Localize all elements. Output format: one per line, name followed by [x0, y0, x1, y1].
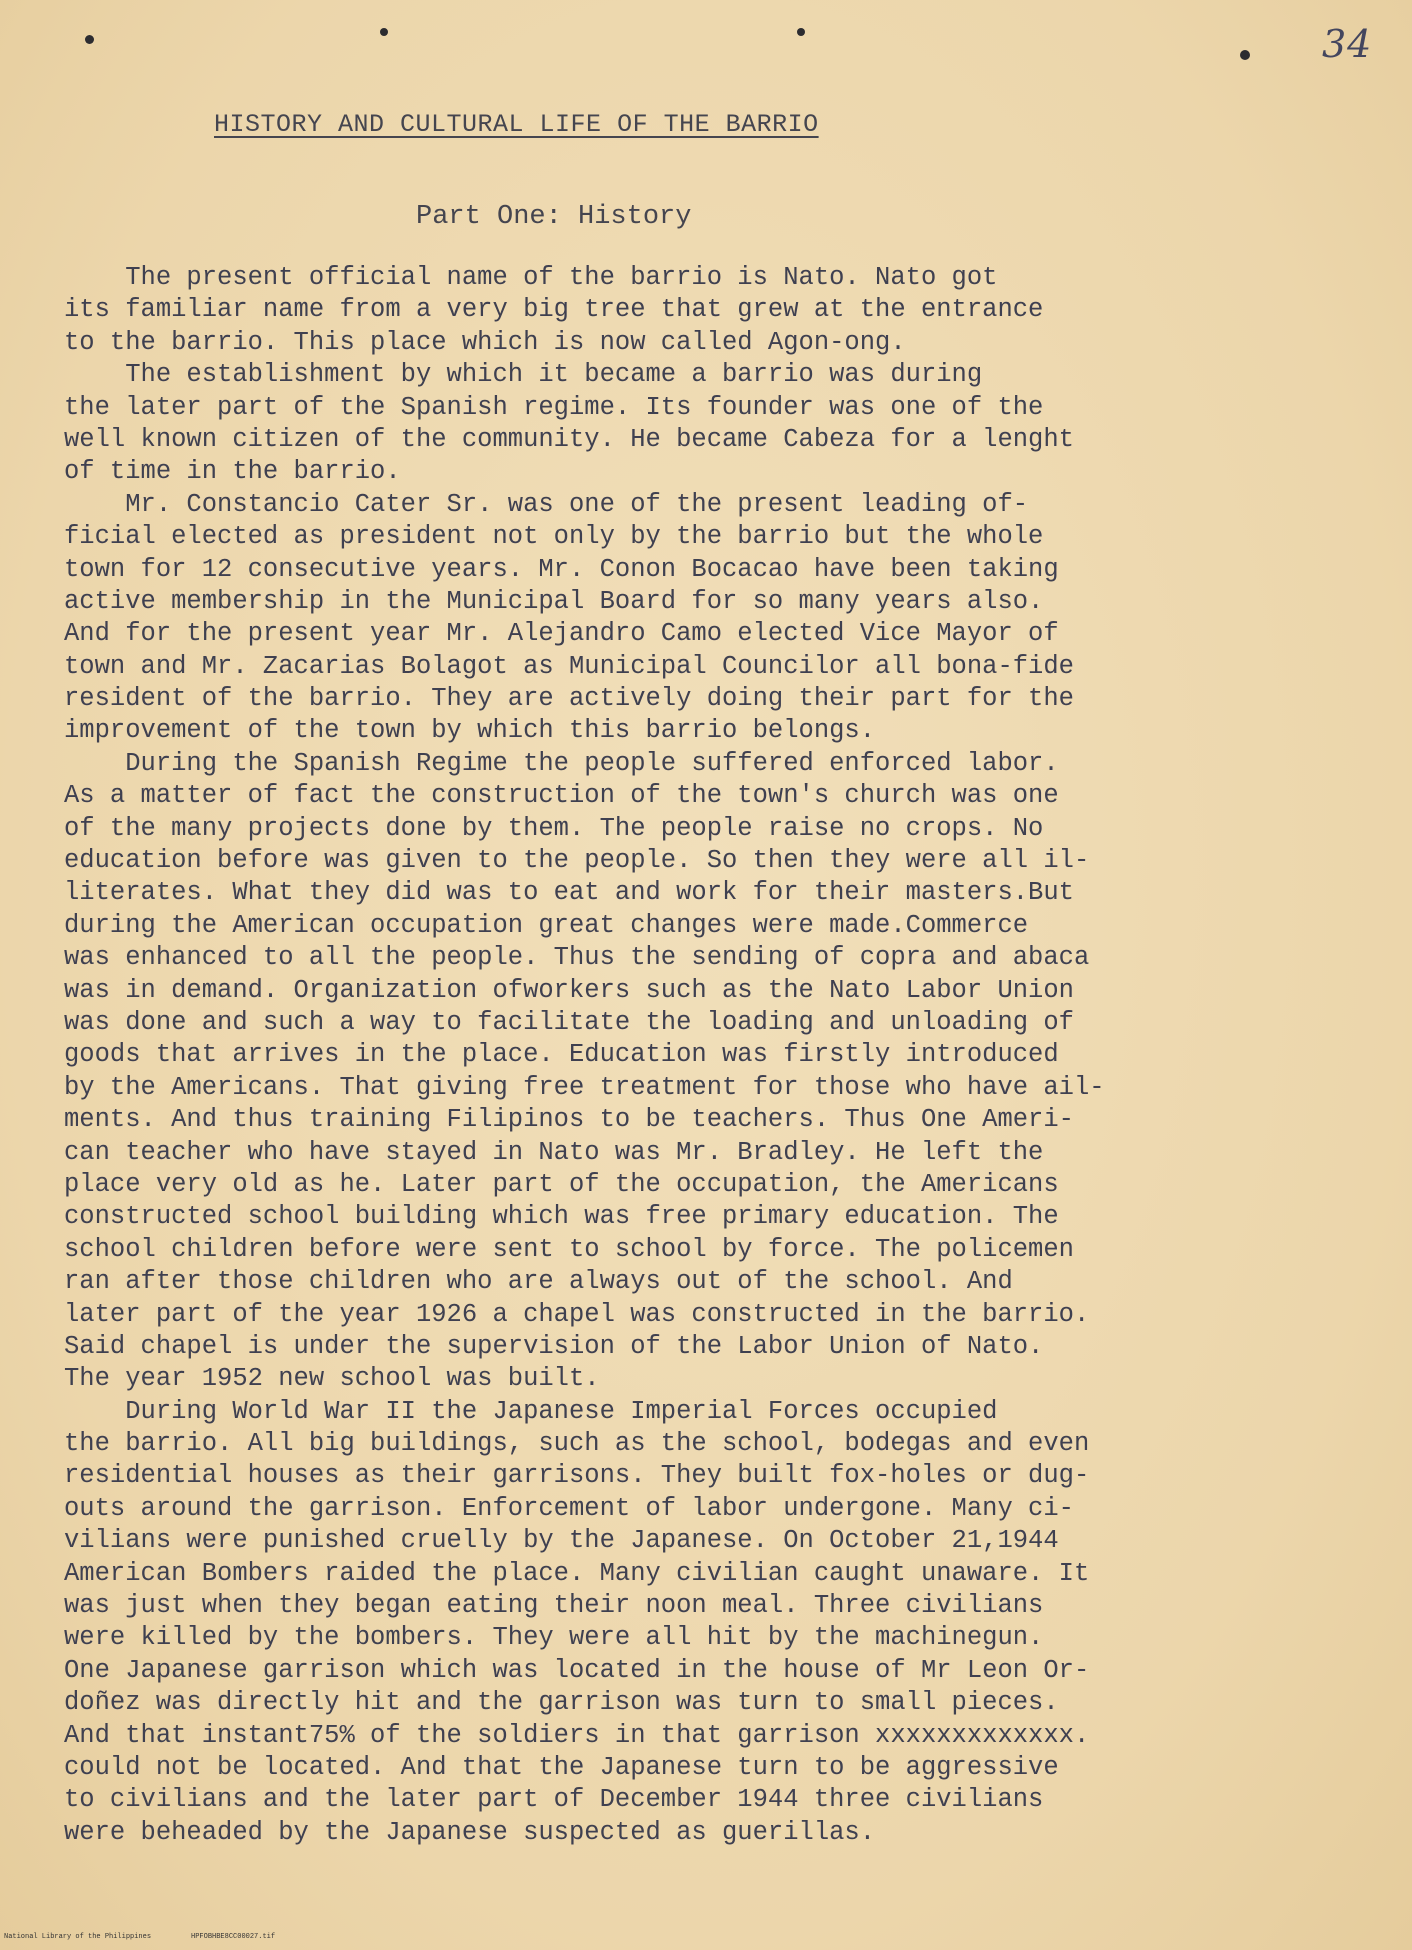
section-subtitle: Part One: History [416, 202, 692, 232]
text-line: As a matter of fact the construction of the town's church was one [64, 781, 1059, 811]
text-line: resident of the barrio. They are actively doing their part for the [64, 684, 1074, 714]
text-line: And that instant75% of the soldiers in that garrison xxxxxxxxxxxxx. [64, 1720, 1090, 1750]
text-line: goods that arrives in the place. Education was firstly introduced [64, 1040, 1059, 1070]
text-line: education before was given to the people. So then they were all il- [64, 846, 1090, 876]
text-line: During the Spanish Regime the people suffered enforced labor. [64, 748, 1059, 778]
punch-dot [797, 28, 805, 36]
text-line: The year 1952 new school was built. [64, 1364, 600, 1394]
punch-dot [85, 35, 94, 44]
text-line: its familiar name from a very big tree that grew at the entrance [64, 295, 1044, 325]
text-line: constructed school building which was free primary education. The [64, 1202, 1059, 1232]
text-line: was done and such a way to facilitate the loading and unloading of [64, 1007, 1074, 1037]
text-line: outs around the garrison. Enforcement of labor undergone. Many ci- [64, 1493, 1074, 1523]
text-line: were killed by the bombers. They were all hit by the machinegun. [64, 1623, 1044, 1653]
text-line: later part of the year 1926 a chapel was constructed in the barrio. [64, 1299, 1090, 1329]
text-line: was just when they began eating their noon meal. Three civilians [64, 1591, 1044, 1621]
punch-dot [1240, 50, 1250, 60]
text-line: The present official name of the barrio is Nato. Nato got [64, 263, 998, 292]
punch-dot [380, 28, 388, 36]
text-line: Mr. Constancio Cater Sr. was one of the present leading of- [64, 489, 1029, 519]
page-title: HISTORY AND CULTURAL LIFE OF THE BARRIO [214, 110, 819, 139]
text-line: One Japanese garrison which was located in the house of Mr Leon Or- [64, 1655, 1090, 1685]
text-line: residential houses as their garrisons. They built fox-holes or dug- [64, 1461, 1090, 1491]
text-line: of the many projects done by them. The people raise no crops. No [64, 813, 1044, 843]
footer-file-id: HPFOBHBE8CC00027.tif [191, 1933, 276, 1941]
text-line: literates. What they did was to eat and work for their masters.But [64, 878, 1074, 908]
text-line: could not be located. And that the Japanese turn to be aggressive [64, 1752, 1059, 1782]
text-line: vilians were punished cruelly by the Japanese. On October 21,1944 [64, 1526, 1059, 1556]
text-line: was enhanced to all the people. Thus the sending of copra and abaca [64, 943, 1090, 973]
text-line: during the American occupation great changes were made.Commerce [64, 910, 1029, 940]
text-line: well known citizen of the community. He became Cabeza for a lenght [64, 424, 1074, 454]
text-line: was in demand. Organization ofworkers such as the Nato Labor Union [64, 975, 1074, 1005]
footer [4, 1933, 275, 1941]
text-line: Said chapel is under the supervision of the Labor Union of Nato. [64, 1331, 1044, 1361]
text-line: During World War II the Japanese Imperial Forces occupied [64, 1396, 998, 1426]
body-text [64, 262, 1394, 1849]
text-line: The establishment by which it became a barrio was during [64, 360, 983, 390]
text-line: ments. And thus training Filipinos to be teachers. Thus One Ameri- [64, 1105, 1074, 1135]
text-line: to civilians and the later part of December 1944 three civilians [64, 1785, 1044, 1815]
text-line: school children before were sent to school by force. The policemen [64, 1234, 1074, 1264]
text-line: improvement of the town by which this barrio belongs. [64, 716, 876, 746]
text-line: to the barrio. This place which is now called Agon-ong. [64, 327, 906, 357]
text-line: town for 12 consecutive years. Mr. Conon Bocacao have been taking [64, 554, 1059, 584]
text-line: And for the present year Mr. Alejandro Camo elected Vice Mayor of [64, 619, 1059, 649]
text-line: can teacher who have stayed in Nato was Mr. Bradley. He left the [64, 1137, 1044, 1167]
text-line: American Bombers raided the place. Many civilian caught unaware. It [64, 1558, 1090, 1588]
footer-library: National Library of the Philippines [4, 1933, 152, 1941]
page-number: 34 [1322, 22, 1373, 66]
text-line: of time in the barrio. [64, 457, 401, 487]
text-line: doñez was directly hit and the garrison was turn to small pieces. [64, 1688, 1059, 1718]
text-line: by the Americans. That giving free treatment for those who have ail- [64, 1072, 1105, 1102]
text-line: active membership in the Municipal Board for so many years also. [64, 586, 1044, 616]
text-line: place very old as he. Later part of the occupation, the Americans [64, 1169, 1059, 1199]
text-line: ficial elected as president not only by the barrio but the whole [64, 522, 1044, 552]
text-line: the barrio. All big buildings, such as the school, bodegas and even [64, 1429, 1090, 1459]
text-line: the later part of the Spanish regime. Its founder was one of the [64, 392, 1044, 422]
text-line: town and Mr. Zacarias Bolagot as Municipal Councilor all bona-fide [64, 651, 1074, 681]
text-line: ran after those children who are always out of the school. And [64, 1267, 1013, 1297]
text-line: were beheaded by the Japanese suspected as guerillas. [64, 1817, 876, 1847]
